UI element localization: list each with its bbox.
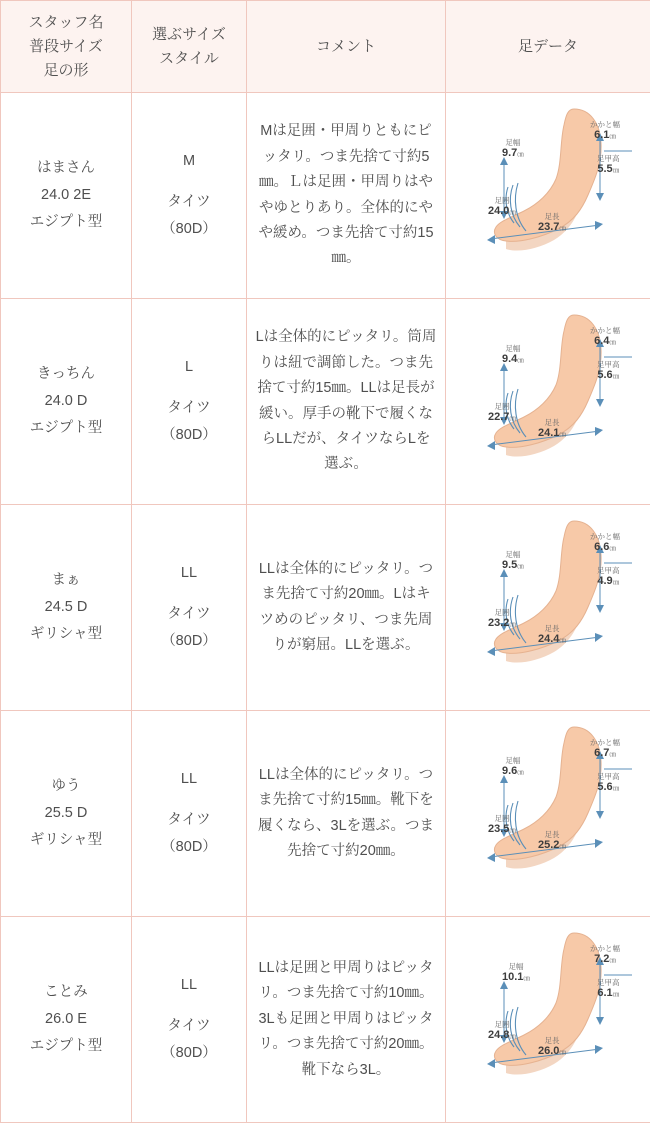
chosen-size: M xyxy=(140,148,238,175)
chosen-size: LL xyxy=(140,560,238,587)
comment-cell: Mは足囲・甲周りともにピッタリ。つま先捨て寸約5㎜。Ｌは足囲・甲周りはややゆとりあり。全体的にやや緩め。つま先捨て寸約15㎜。 xyxy=(247,93,446,299)
foot-illustration xyxy=(454,101,650,291)
staff-name: きっちん xyxy=(9,361,123,388)
comment-cell: LLは全体的にピッタリ。つま先捨て寸約20㎜。Lはキツめのピッタリ、つま先周りが窮屈。LLを選ぶ。 xyxy=(247,505,446,711)
foot-illustration xyxy=(454,925,650,1115)
chosen-style-detail: （80D） xyxy=(140,1040,238,1067)
label-foot-circumference: 足囲 23.2㎝ xyxy=(488,609,516,629)
foot-diagram xyxy=(454,513,650,703)
chosen-style-detail: （80D） xyxy=(140,216,238,243)
header-chosen-size xyxy=(132,1,247,93)
header-chosen-line-2: スタイル xyxy=(140,47,238,71)
header-foot-data-line-1: 足データ xyxy=(454,35,642,59)
chosen-style: タイツ xyxy=(140,395,238,422)
label-foot-width: 足幅 9.5㎝ xyxy=(502,551,524,571)
chosen-style-detail: （80D） xyxy=(140,422,238,449)
label-foot-circumference: 足囲 22.7㎝ xyxy=(488,403,516,423)
header-comment xyxy=(247,1,446,93)
header-staff-line-3: 足の形 xyxy=(9,59,123,83)
label-instep-height: 足甲高 5.5㎝ xyxy=(597,155,620,175)
foot-diagram xyxy=(454,307,650,497)
foot-diagram xyxy=(454,101,650,291)
label-foot-circumference: 足囲 23.5㎝ xyxy=(488,815,516,835)
staff-name: ゆう xyxy=(9,773,123,800)
header-foot-data xyxy=(446,1,650,93)
chosen-size: LL xyxy=(140,972,238,999)
staff-name: ことみ xyxy=(9,979,123,1006)
staff-usual-size: 26.0 E xyxy=(9,1006,123,1033)
label-foot-length: 足長 25.2㎝ xyxy=(538,831,566,851)
table-row xyxy=(1,711,650,917)
staff-name: まぁ xyxy=(9,567,123,594)
table-row xyxy=(1,299,650,505)
staff-name: はまさん xyxy=(9,155,123,182)
foot-illustration xyxy=(454,719,650,909)
label-foot-width: 足幅 9.4㎝ xyxy=(502,345,524,365)
foot-illustration xyxy=(454,513,650,703)
table-row xyxy=(1,505,650,711)
table-row xyxy=(1,917,650,1123)
chosen-style: タイツ xyxy=(140,807,238,834)
staff-cell xyxy=(1,93,132,299)
label-foot-length: 足長 24.4㎝ xyxy=(538,625,566,645)
chosen-size-cell xyxy=(132,299,247,505)
label-instep-height: 足甲高 5.6㎝ xyxy=(597,361,620,381)
foot-diagram xyxy=(454,719,650,909)
foot-data-cell xyxy=(446,505,650,711)
staff-foot-type: エジプト型 xyxy=(9,1033,123,1060)
foot-diagram xyxy=(454,925,650,1115)
label-instep-height: 足甲高 5.6㎝ xyxy=(597,773,620,793)
chosen-style-detail: （80D） xyxy=(140,834,238,861)
label-instep-height: 足甲高 4.9㎝ xyxy=(597,567,620,587)
chosen-style-detail: （80D） xyxy=(140,628,238,655)
foot-illustration xyxy=(454,307,650,497)
staff-foot-type: ギリシャ型 xyxy=(9,827,123,854)
label-heel-width: かかと幅 6.4㎝ xyxy=(590,327,620,347)
staff-foot-type: エジプト型 xyxy=(9,415,123,442)
header-chosen-line-1: 選ぶサイズ xyxy=(140,23,238,47)
foot-data-cell xyxy=(446,917,650,1123)
staff-cell xyxy=(1,917,132,1123)
chosen-size-cell xyxy=(132,93,247,299)
staff-cell xyxy=(1,505,132,711)
staff-usual-size: 24.0 2E xyxy=(9,182,123,209)
label-heel-width: かかと幅 6.1㎝ xyxy=(590,121,620,141)
comment-cell: LLは全体的にピッタリ。つま先捨て寸約15㎜。靴下を履くなら、3Lを選ぶ。つま先捨て寸約20㎜。 xyxy=(247,711,446,917)
header-row xyxy=(1,1,650,93)
staff-cell xyxy=(1,711,132,917)
chosen-style: タイツ xyxy=(140,1013,238,1040)
table-header xyxy=(1,1,650,93)
label-foot-width: 足幅 10.1㎝ xyxy=(502,963,530,983)
label-foot-circumference: 足囲 24.0㎝ xyxy=(488,197,516,217)
table-row xyxy=(1,93,650,299)
label-heel-width: かかと幅 6.7㎝ xyxy=(590,739,620,759)
foot-data-cell xyxy=(446,299,650,505)
staff-cell xyxy=(1,299,132,505)
comment-cell: LLは足囲と甲周りはピッタリ。つま先捨て寸約10㎜。3Lも足囲と甲周りはピッタリ。つま先捨て寸約20㎜。靴下なら3L。 xyxy=(247,917,446,1123)
label-foot-width: 足幅 9.7㎝ xyxy=(502,139,524,159)
foot-data-cell xyxy=(446,93,650,299)
foot-data-cell xyxy=(446,711,650,917)
chosen-style: タイツ xyxy=(140,189,238,216)
staff-usual-size: 24.0 D xyxy=(9,388,123,415)
header-staff-line-1: スタッフ名 xyxy=(9,11,123,35)
label-foot-length: 足長 26.0㎝ xyxy=(538,1037,566,1057)
label-foot-length: 足長 23.7㎝ xyxy=(538,213,566,233)
label-heel-width: かかと幅 6.6㎝ xyxy=(590,533,620,553)
comment-cell: Lは全体的にピッタリ。筒周りは紐で調節した。つま先捨て寸約15㎜。LLは足長が緩い。厚手の靴下で履くならLLだが、タイツならLを選ぶ。 xyxy=(247,299,446,505)
chosen-size-cell xyxy=(132,505,247,711)
staff-foot-type: エジプト型 xyxy=(9,209,123,236)
chosen-size-cell xyxy=(132,917,247,1123)
staff-usual-size: 25.5 D xyxy=(9,800,123,827)
label-heel-width: かかと幅 7.2㎝ xyxy=(590,945,620,965)
table-body xyxy=(1,93,650,1123)
label-foot-circumference: 足囲 24.8㎝ xyxy=(488,1021,516,1041)
label-foot-width: 足幅 9.6㎝ xyxy=(502,757,524,777)
header-staff-line-2: 普段サイズ xyxy=(9,35,123,59)
staff-usual-size: 24.5 D xyxy=(9,594,123,621)
chosen-size-cell xyxy=(132,711,247,917)
label-foot-length: 足長 24.1㎝ xyxy=(538,419,566,439)
header-staff xyxy=(1,1,132,93)
label-instep-height: 足甲高 6.1㎝ xyxy=(597,979,620,999)
chosen-size: L xyxy=(140,354,238,381)
chosen-size: LL xyxy=(140,766,238,793)
header-comment-line-1: コメント xyxy=(255,35,437,59)
chosen-style: タイツ xyxy=(140,601,238,628)
staff-foot-type: ギリシャ型 xyxy=(9,621,123,648)
